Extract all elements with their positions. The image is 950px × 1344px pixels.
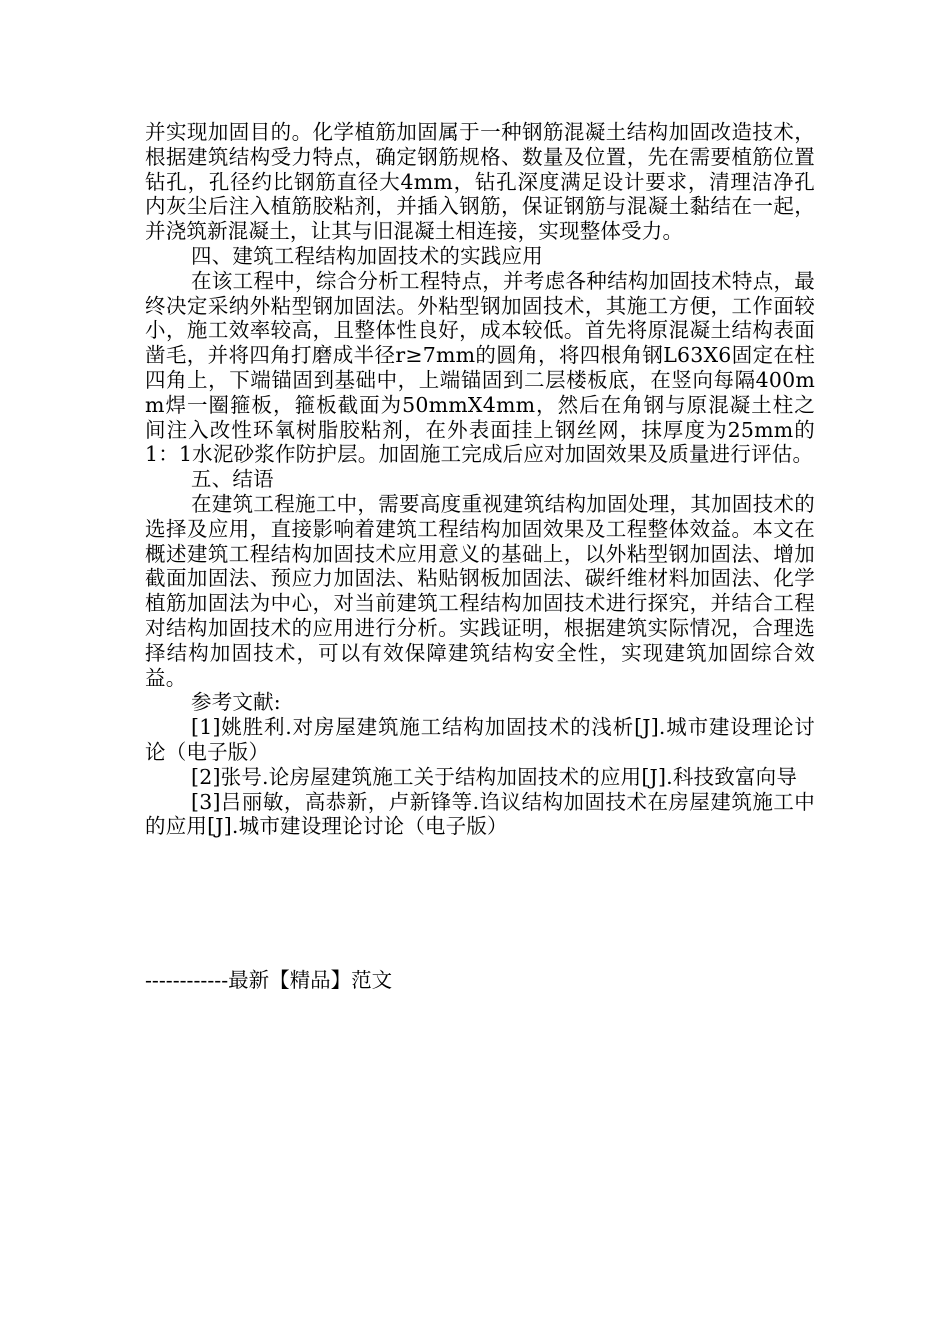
section-heading-conclusion: 五、结语 xyxy=(191,467,274,492)
references-heading: 参考文献: xyxy=(191,690,281,715)
paragraph-project-application: 在该工程中，综合分析工程特点，并考虑各种结构加固技术特点，最终决定采纳外粘型钢加固法。外粘型钢加固技术，其施工方便，工作面较小，施工效率较高，且整体性良好，成本较低。首先将原混凝土结构表面凿毛，并将四角打磨成半径r≥7mm的圆角，将四根角钢L63X6固定在柱四角上，下端锚固到基础中，上端锚固到二层楼板底，在竖向每隔400mm焊一圈箍板，箍板截面为50mmX4mm，然后在角钢与原混凝土柱之间注入改性环氧树脂胶粘剂，在外表面挂上钢丝网，抹厚度为25mm的1：1水泥砂浆作防护层。加固施工完成后应对加固效果及质量进行评估。 xyxy=(145,268,815,467)
paragraph-chemical-rebar: 并实现加固目的。化学植筋加固属于一种钢筋混凝土结构加固改造技术，根据建筑结构受力特点，确定钢筋规格、数量及位置，先在需要植筋位置钻孔，孔径约比钢筋直径大4mm，钻孔深度满足设计要求，清理洁净孔内灰尘后注入植筋胶粘剂，并插入钢筋，保证钢筋与混凝土黏结在一起，并浇筑新混凝土，让其与旧混凝土相连接，实现整体受力。 xyxy=(145,120,815,244)
page-footer: ------------最新【精品】范文 xyxy=(145,968,393,992)
reference-item-2: [2]张号.论房屋建筑施工关于结构加固技术的应用[J].科技致富向导 xyxy=(191,764,798,789)
reference-item-1: [1]姚胜利.对房屋建筑施工结构加固技术的浅析[J].城市建设理论讨论（电子版） xyxy=(145,715,815,764)
section-heading-practice: 四、建筑工程结构加固技术的实践应用 xyxy=(191,243,543,268)
paragraph-conclusion: 在建筑工程施工中，需要高度重视建筑结构加固处理，其加固技术的选择及应用，直接影响着建筑工程结构加固效果及工程整体效益。本文在概述建筑工程结构加固技术应用意义的基础上，以外粘型钢加固法、增加截面加固法、预应力加固法、粘贴钢板加固法、碳纤维材料加固法、化学植筋加固法为中心，对当前建筑工程结构加固技术进行探究，并结合工程对结构加固技术的应用进行分析。实践证明，根据建筑实际情况，合理选择结构加固技术，可以有效保障建筑结构安全性，实现建筑加固综合效益。 xyxy=(145,491,815,690)
reference-item-3: [3]吕丽敏，高恭新，卢新锋等.诌议结构加固技术在房屋建筑施工中的应用[J].城市建设理论讨论（电子版） xyxy=(145,789,815,839)
document-body xyxy=(145,120,815,839)
